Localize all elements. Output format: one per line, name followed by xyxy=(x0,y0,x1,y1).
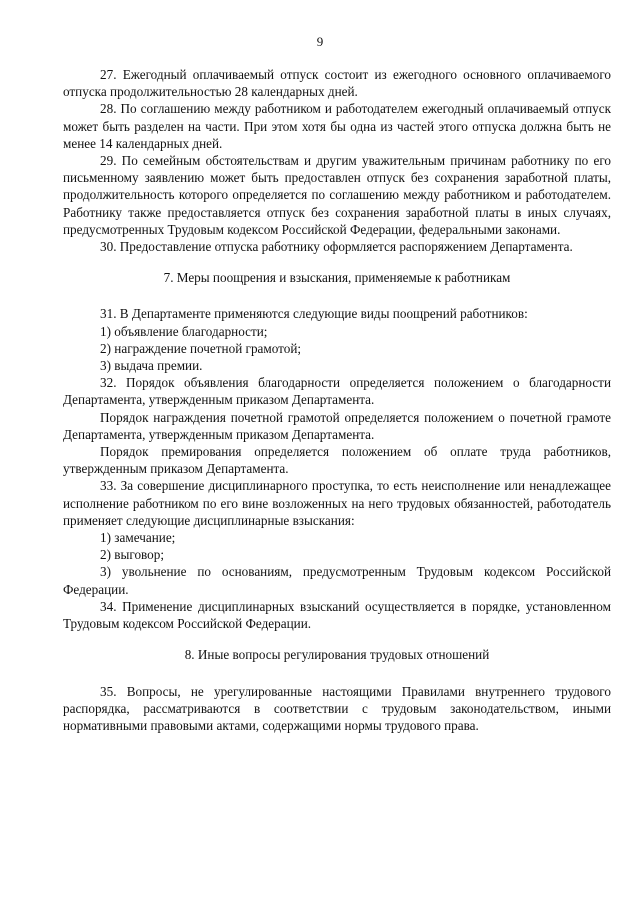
section-heading-8: 8. Иные вопросы регулирования трудовых отношений xyxy=(184,647,490,663)
paragraph-28: 28. По соглашению между работником и работодателем ежегодный оплачиваемый отпуск может быть разделен на части. При этом хотя бы одна из частей этого отпуска должна быть не менее 14 календарных дней. xyxy=(63,101,611,151)
list-item: 1) объявление благодарности; xyxy=(100,323,268,339)
paragraph-31: 31. В Департаменте применяются следующие виды поощрений работников: xyxy=(100,306,528,322)
list-item: 2) выговор; xyxy=(100,547,165,563)
paragraph: Порядок награждения почетной грамотой определяется положением о почетной грамоте Департамента, утвержденным приказом Департамента. xyxy=(63,409,611,442)
paragraph-34: 34. Применение дисциплинарных взысканий осуществляется в порядке, установленном Трудовым кодексом Российской Федерации. xyxy=(63,598,611,632)
paragraph-27: 27. Ежегодный оплачиваемый отпуск состоит из ежегодного основного оплачиваемого отпуска продолжительностью 28 календарных дней. xyxy=(63,67,611,100)
list-item: 3) выдача премии. xyxy=(100,358,203,374)
list-item: 1) замечание; xyxy=(100,530,176,546)
paragraph-32: 32. Порядок объявления благодарности определяется положением о благодарности Департамента, утвержденным приказом Департамента. xyxy=(63,375,611,408)
paragraph: Порядок премирования определяется положением об оплате труда работников, утвержденным приказом Департамента. xyxy=(63,444,611,477)
document-body xyxy=(63,66,611,734)
list-item: 3) увольнение по основаниям, предусмотренным Трудовым кодексом Российской Федерации. xyxy=(63,564,611,597)
list-item: 2) награждение почетной грамотой; xyxy=(100,340,302,356)
page-number: 9 xyxy=(316,34,324,49)
section-heading-7: 7. Меры поощрения и взыскания, применяемые к работникам xyxy=(163,270,511,286)
paragraph-35: 35. Вопросы, не урегулированные настоящими Правилами внутреннего трудового распорядка, рассматриваются в соответствии с трудовым законодательством, иными нормативными правовыми актами, содержащими нормы трудового права. xyxy=(63,683,611,733)
paragraph-30: 30. Предоставление отпуска работнику оформляется распоряжением Департамента. xyxy=(100,239,573,255)
paragraph-33: 33. За совершение дисциплинарного проступка, то есть неисполнение или ненадлежащее исполнение работником по его вине возложенных на него трудовых обязанностей, работодатель применяет следующие дисциплинарные взыскания: xyxy=(63,478,611,528)
paragraph-29: 29. По семейным обстоятельствам и другим уважительным причинам работнику по его письменному заявлению может быть предоставлен отпуск без сохранения заработной платы, продолжительность которого определяется по соглашению между работником и работодателем. Работнику также предоставляется отпуск без сохранения заработной платы в иных случаях, предусмотренных Трудовым кодексом Российской Федерации, федеральными законами. xyxy=(63,153,611,237)
